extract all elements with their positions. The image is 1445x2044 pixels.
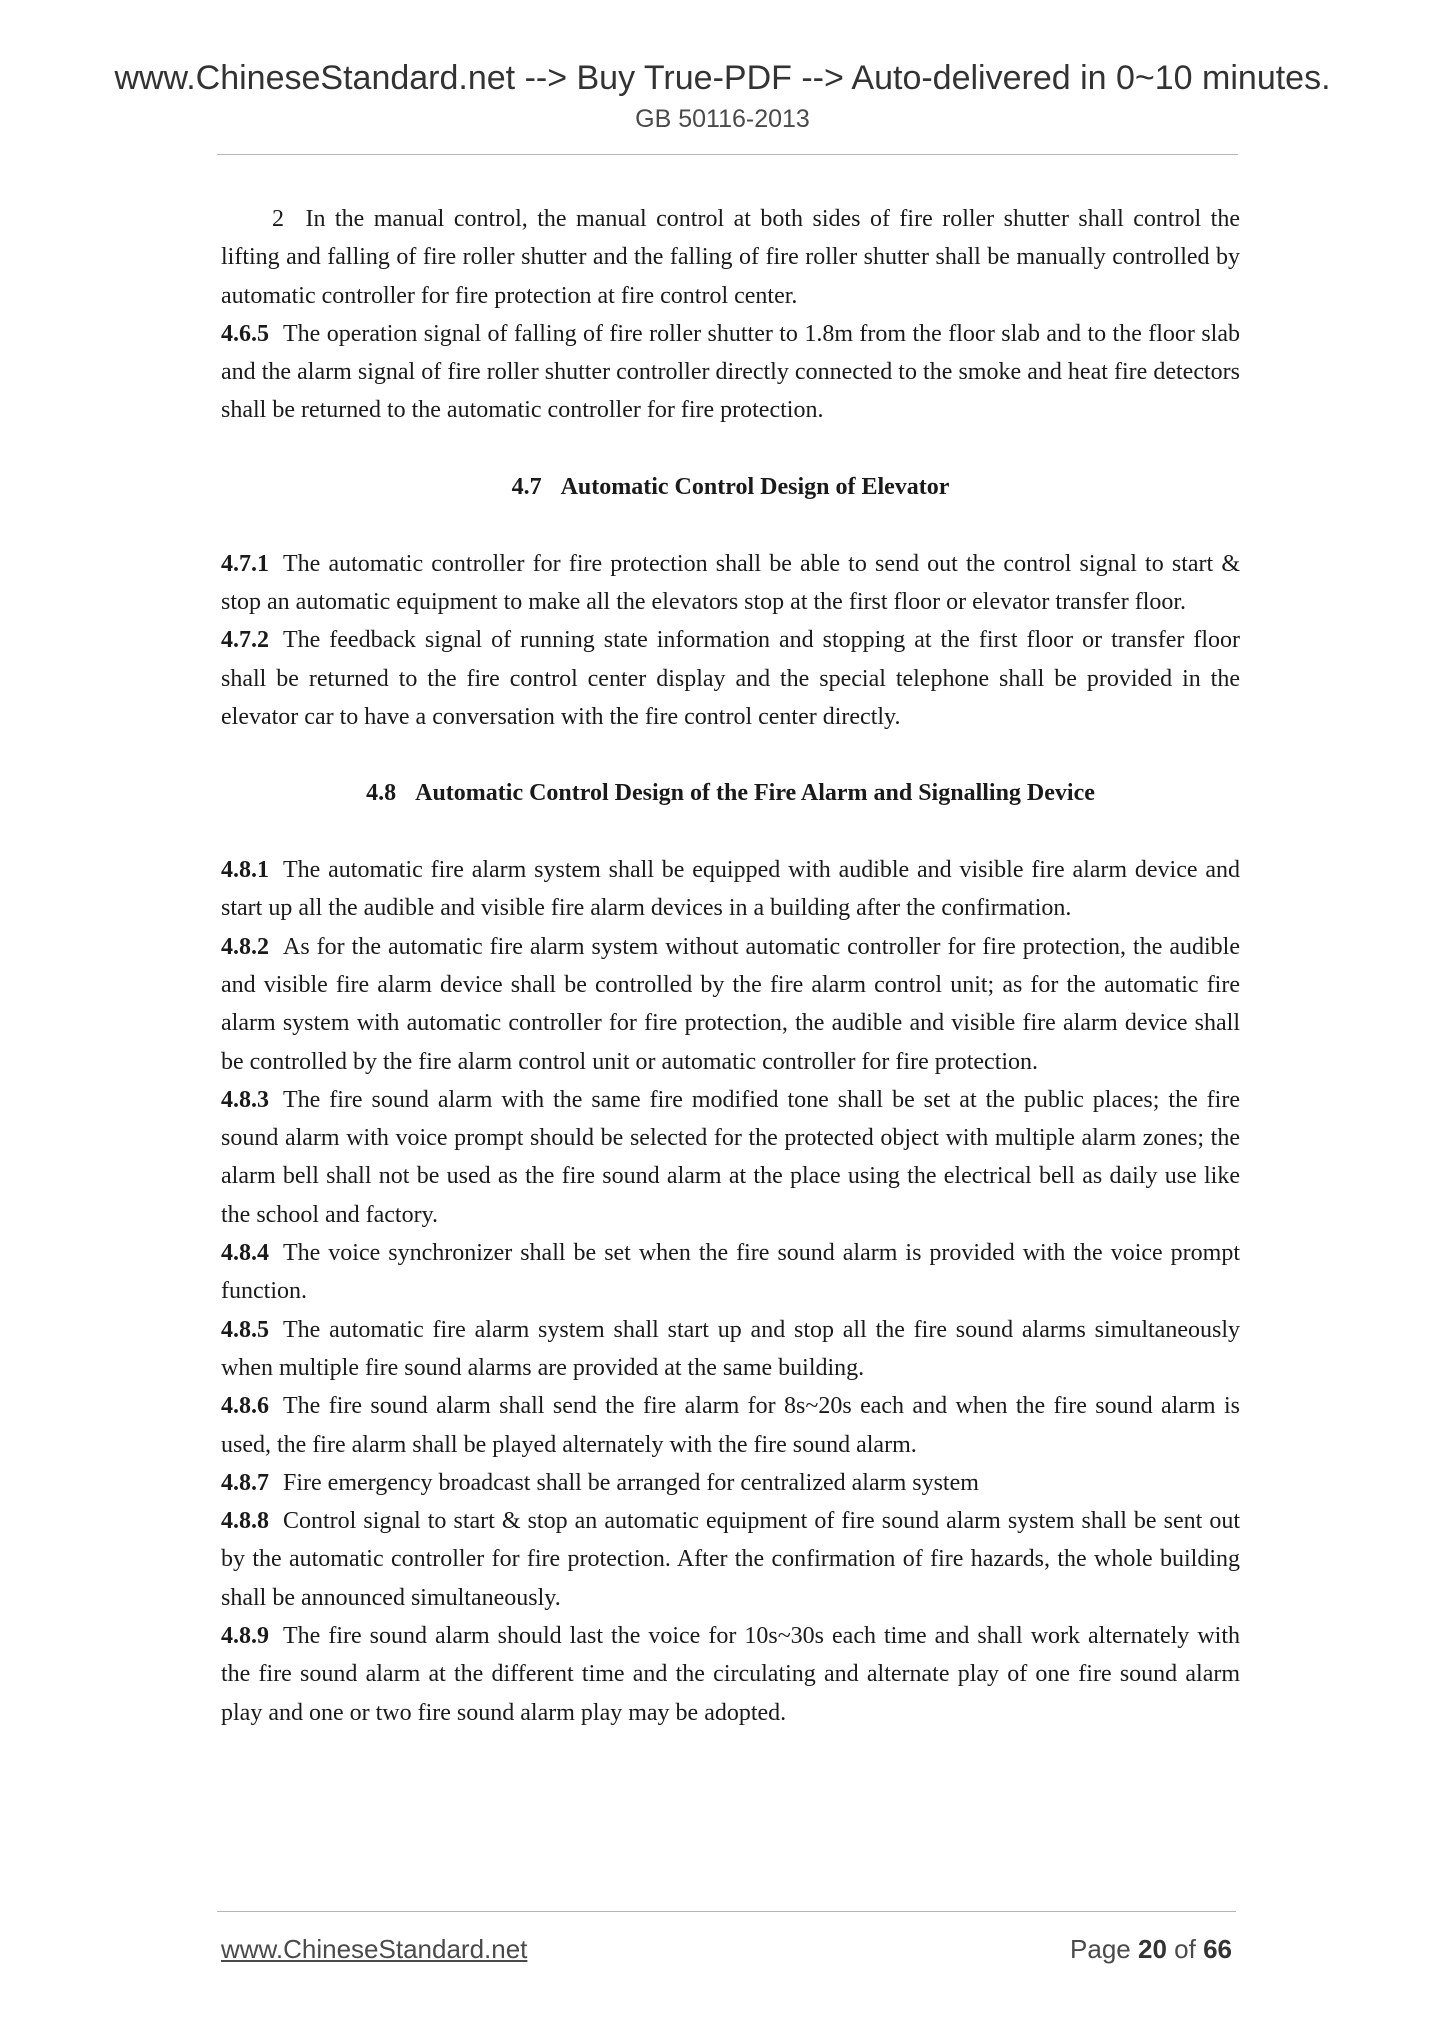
clause-4-8-5: [221, 1311, 1240, 1388]
clause-number: 4.8.1: [221, 857, 269, 884]
spacer: [221, 813, 1240, 851]
clause-text: Control signal to start & stop an automatic equipment of fire sound alarm system shall be sent out by the automatic controller for fire protection. After the confirmation of fire hazards, the whole building shall be announced simultaneously.: [221, 1508, 1240, 1611]
clause-text: The fire sound alarm should last the voice for 10s~30s each time and shall work alternately with the fire sound alarm at the different time and the circulating and alternate play of one fire sound alarm play and one or two fire sound alarm play may be adopted.: [221, 1622, 1240, 1726]
clause-4-6-5: [221, 315, 1240, 430]
clause-4-8-9: [221, 1617, 1240, 1732]
clause-text: The fire sound alarm shall send the fire alarm for 8s~20s each and when the fire sound alarm is used, the fire alarm shall be played alternately with the fire sound alarm.: [221, 1393, 1240, 1458]
clause-number: 4.8.5: [221, 1316, 269, 1343]
footer-divider: [217, 1911, 1236, 1912]
clause-number: 4.8.3: [221, 1086, 269, 1113]
footer-site-link[interactable]: www.ChineseStandard.net: [221, 1934, 528, 1964]
clause-number: 4.8.8: [221, 1508, 269, 1535]
page-number: [1070, 1933, 1232, 1965]
clause-text: Fire emergency broadcast shall be arranged for centralized alarm system: [283, 1469, 979, 1496]
clause-text: The automatic fire alarm system shall start up and stop all the fire sound alarms simultaneously when multiple fire sound alarms are provided at the same building.: [221, 1316, 1240, 1381]
clause-number: 4.7.1: [221, 550, 269, 577]
page-header: [0, 58, 1445, 134]
page-label: Page: [1070, 1934, 1131, 1964]
section-title-text: Automatic Control Design of the Fire Alarm and Signalling Device: [415, 780, 1095, 807]
spacer: [221, 506, 1240, 544]
clause-number: 4.8.7: [221, 1469, 269, 1496]
header-banner-link[interactable]: www.ChineseStandard.net --> Buy True-PDF --> Auto-delivered in 0~10 minutes.: [114, 59, 1331, 97]
spacer: [221, 736, 1240, 774]
clause-4-8-8: [221, 1502, 1240, 1617]
header-divider: [217, 154, 1238, 155]
section-number: 4.7: [511, 474, 542, 501]
clause-4-8-1: [221, 851, 1240, 928]
clause-4-8-3: [221, 1081, 1240, 1234]
clause-4-6-4-item-2: 2 In the manual control, the manual control at both sides of fire roller shutter shall control the lifting and falling of fire roller shutter and the falling of fire roller shutter shall be manually controlled by automatic controller for fire protection at fire control center.: [221, 206, 1240, 309]
clause-text: The fire sound alarm with the same fire modified tone shall be set at the public places; the fire sound alarm with voice prompt should be selected for the protected object with multiple alarm zones; the alarm bell shall not be used as the fire sound alarm at the place using the electrical bell as daily use like the school and factory.: [221, 1086, 1240, 1228]
clause-number: 4.8.2: [221, 933, 269, 960]
clause-text: As for the automatic fire alarm system without automatic controller for fire protection, the audible and visible fire alarm device shall be controlled by the fire alarm control unit; as for the automatic fire alarm system with automatic controller for fire protection, the audible and visible fire alarm device shall be controlled by the fire alarm control unit or automatic controller for fire protection.: [221, 933, 1240, 1075]
clause-number: 4.6.5: [221, 320, 269, 347]
clause-4-8-4: [221, 1234, 1240, 1311]
page-total: 66: [1203, 1934, 1232, 1964]
page-current: 20: [1138, 1934, 1167, 1964]
clause-text: The feedback signal of running state information and stopping at the first floor or transfer floor shall be returned to the fire control center display and the special telephone shall be provided in the elevator car to have a conversation with the fire control center directly.: [221, 627, 1240, 730]
clause-text: The automatic fire alarm system shall be equipped with audible and visible fire alarm device and start up all the audible and visible fire alarm devices in a building after the confirmation.: [221, 857, 1240, 922]
standard-code: GB 50116-2013: [635, 105, 810, 133]
clause-4-8-6: [221, 1387, 1240, 1464]
clause-4-7-2: [221, 621, 1240, 736]
clause-4-8-7: [221, 1464, 1240, 1502]
page-of-label: of: [1174, 1934, 1196, 1964]
document-body: [221, 200, 1240, 1732]
section-heading-4-7: [221, 468, 1240, 506]
clause-number: 4.8.6: [221, 1393, 269, 1420]
page-footer: [221, 1933, 1232, 1965]
clause-text: The automatic controller for fire protection shall be able to send out the control signal to start & stop an automatic equipment to make all the elevators stop at the first floor or elevator transfer floor.: [221, 550, 1240, 615]
clause-number: 4.7.2: [221, 627, 269, 654]
clause-text: The operation signal of falling of fire roller shutter to 1.8m from the floor slab and to the floor slab and the alarm signal of fire roller shutter controller directly connected to the smoke and heat fire detectors shall be returned to the automatic controller for fire protection.: [221, 320, 1240, 424]
spacer: [221, 430, 1240, 468]
section-title-text: Automatic Control Design of Elevator: [560, 474, 950, 501]
clause-number: 4.8.4: [221, 1240, 269, 1267]
clause-4-7-1: [221, 545, 1240, 622]
section-number: 4.8: [366, 780, 397, 807]
clause-text: The voice synchronizer shall be set when the fire sound alarm is provided with the voice prompt function.: [221, 1240, 1240, 1305]
section-heading-4-8: [221, 774, 1240, 812]
clause-4-8-2: [221, 928, 1240, 1081]
clause-number: 4.8.9: [221, 1622, 269, 1649]
